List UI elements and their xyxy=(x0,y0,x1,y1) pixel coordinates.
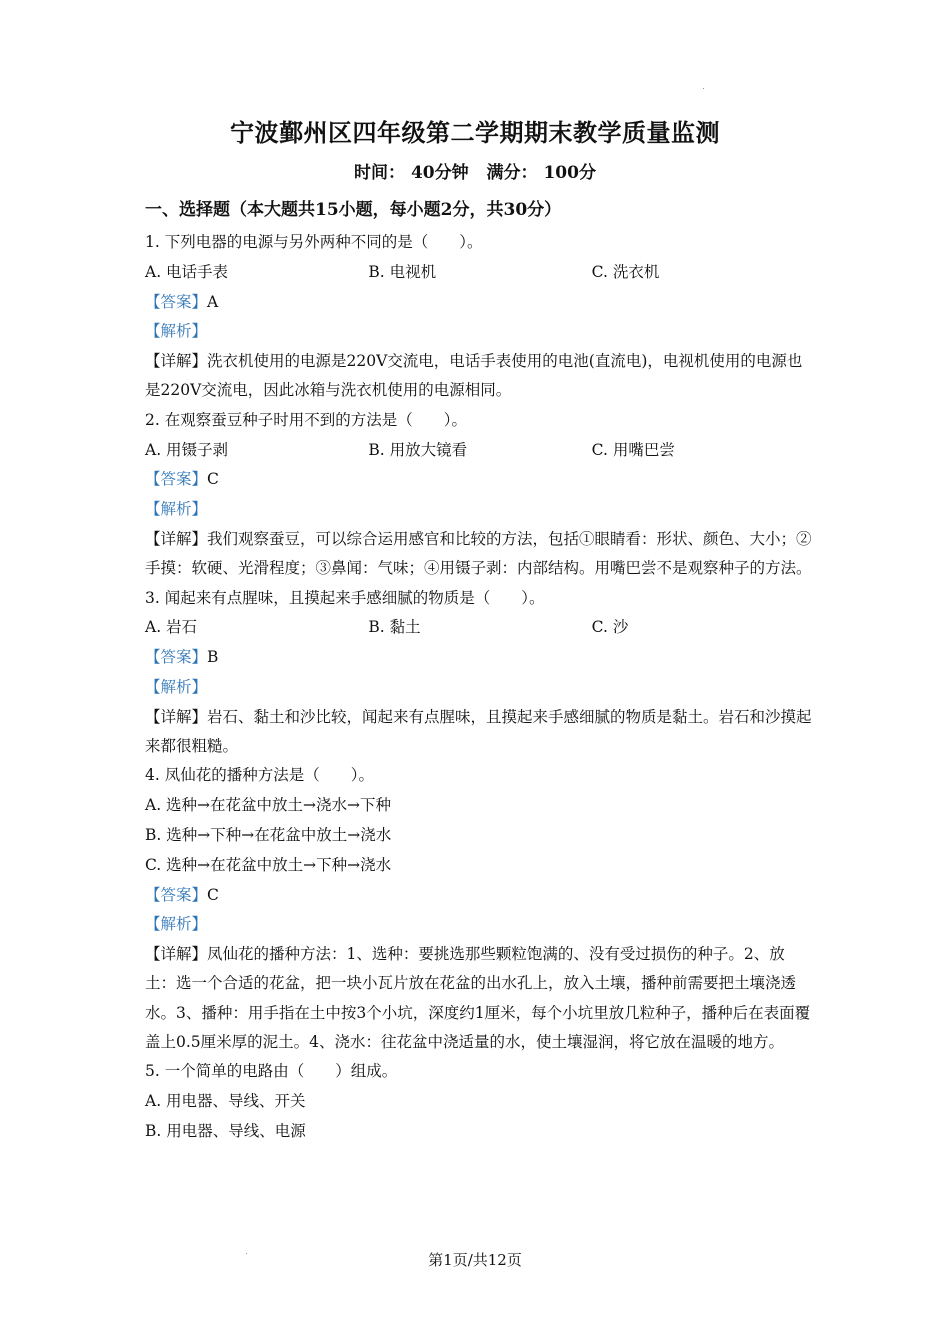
option-row xyxy=(145,613,815,643)
question-stem: 1. 下列电器的电源与另外两种不同的是（ ）。 xyxy=(145,233,483,251)
page-footer: 第1页/共12页 xyxy=(428,1251,522,1269)
question-stem: 2. 在观察蚕豆种子时用不到的方法是（ ）。 xyxy=(145,410,467,429)
detail-label: 【详解】 xyxy=(145,945,208,964)
analysis-label: 【解析】 xyxy=(145,915,208,934)
detail-paragraph xyxy=(145,940,815,1057)
option: A. 用电器、导线、开关 xyxy=(145,1092,306,1111)
analysis-label: 【解析】 xyxy=(145,677,208,696)
detail-label: 【详解】 xyxy=(145,352,208,371)
option: A. 岩石 xyxy=(145,618,198,637)
answer-label: 【答案】 xyxy=(145,292,208,311)
answer-label: 【答案】 xyxy=(145,885,208,904)
detail-paragraph xyxy=(145,525,815,584)
detail-text: 洗衣机使用的电源是220V交流电，电话手表使用的电池(直流电)，电视机使用的电源也是220V交流电，因此冰箱与洗衣机使用的电源相同。 xyxy=(145,352,803,400)
detail-paragraph xyxy=(145,703,815,762)
option: C. 用嘴巴尝 xyxy=(591,440,675,459)
answer-label: 【答案】 xyxy=(145,470,208,489)
answer-value: C xyxy=(207,470,219,489)
detail-text: 凤仙花的播种方法：1、选种：要挑选那些颗粒饱满的、没有受过损伤的种子。2、放土：选一个合适的花盆，把一块小瓦片放在花盆的出水孔上，放入土壤，播种前需要把土壤浇透水。3、播种：用手指在土中按3个小坑，深度约1厘米，每个小坑里放几粒种子，播种后在表面覆盖上0.5厘米厚的泥土。4、浇水：往花盆中浇适量的水，使土壤湿润，将它放在温暖的地方。 xyxy=(145,945,811,1052)
page-mark xyxy=(703,88,704,89)
answer-line xyxy=(145,643,815,673)
answer-line xyxy=(145,465,815,495)
analysis-label: 【解析】 xyxy=(145,500,208,519)
answer-label: 【答案】 xyxy=(145,648,208,667)
detail-text: 岩石、黏土和沙比较，闻起来有点腥味，且摸起来手感细腻的物质是黏土。岩石和沙摸起来都很粗糙。 xyxy=(145,707,812,756)
question-stem: 5. 一个简单的电路由（ ）组成。 xyxy=(145,1062,398,1081)
option: A. 选种→在花盆中放土→浇水→下种 xyxy=(145,796,392,815)
answer-line xyxy=(145,288,815,318)
exam-score: 满分： 100分 xyxy=(486,163,596,183)
exam-info xyxy=(0,158,950,183)
detail-paragraph xyxy=(145,347,815,406)
question-stem: 4. 凤仙花的播种方法是（ ）。 xyxy=(145,766,374,785)
answer-value: B xyxy=(207,648,219,667)
detail-label: 【详解】 xyxy=(145,529,208,548)
option: B. 电视机 xyxy=(368,262,437,281)
option: A. 电话手表 xyxy=(145,262,229,281)
option-row xyxy=(145,436,815,466)
option: C. 选种→在花盆中放土→下种→浇水 xyxy=(145,855,392,874)
question-stem: 3. 闻起来有点腥味，且摸起来手感细腻的物质是（ ）。 xyxy=(145,588,545,607)
option: C. 沙 xyxy=(591,618,629,637)
question-list xyxy=(145,228,815,1147)
answer-line xyxy=(145,881,815,911)
option: B. 用电器、导线、电源 xyxy=(145,1121,306,1140)
option: B. 黏土 xyxy=(368,618,421,637)
option: C. 洗衣机 xyxy=(591,262,660,281)
option-row xyxy=(145,258,815,288)
option: A. 用镊子剥 xyxy=(145,440,229,459)
option: B. 选种→下种→在花盆中放土→浇水 xyxy=(145,825,392,844)
answer-value: C xyxy=(207,885,219,904)
detail-text: 我们观察蚕豆，可以综合运用感官和比较的方法，包括①眼睛看：形状、颜色、大小；②手摸：软硬、光滑程度；③鼻闻：气味；④用镊子剥：内部结构。用嘴巴尝不是观察种子的方法。 xyxy=(145,529,812,578)
page-title: 宁波鄞州区四年级第二学期期末教学质量监测 xyxy=(230,118,720,147)
analysis-label: 【解析】 xyxy=(145,322,208,341)
option: B. 用放大镜看 xyxy=(368,440,468,459)
answer-value: A xyxy=(207,292,219,311)
detail-label: 【详解】 xyxy=(145,707,208,726)
section-heading: 一、选择题（本大题共15小题，每小题2分，共30分） xyxy=(145,200,562,220)
exam-time: 时间： 40分钟 xyxy=(354,163,469,183)
